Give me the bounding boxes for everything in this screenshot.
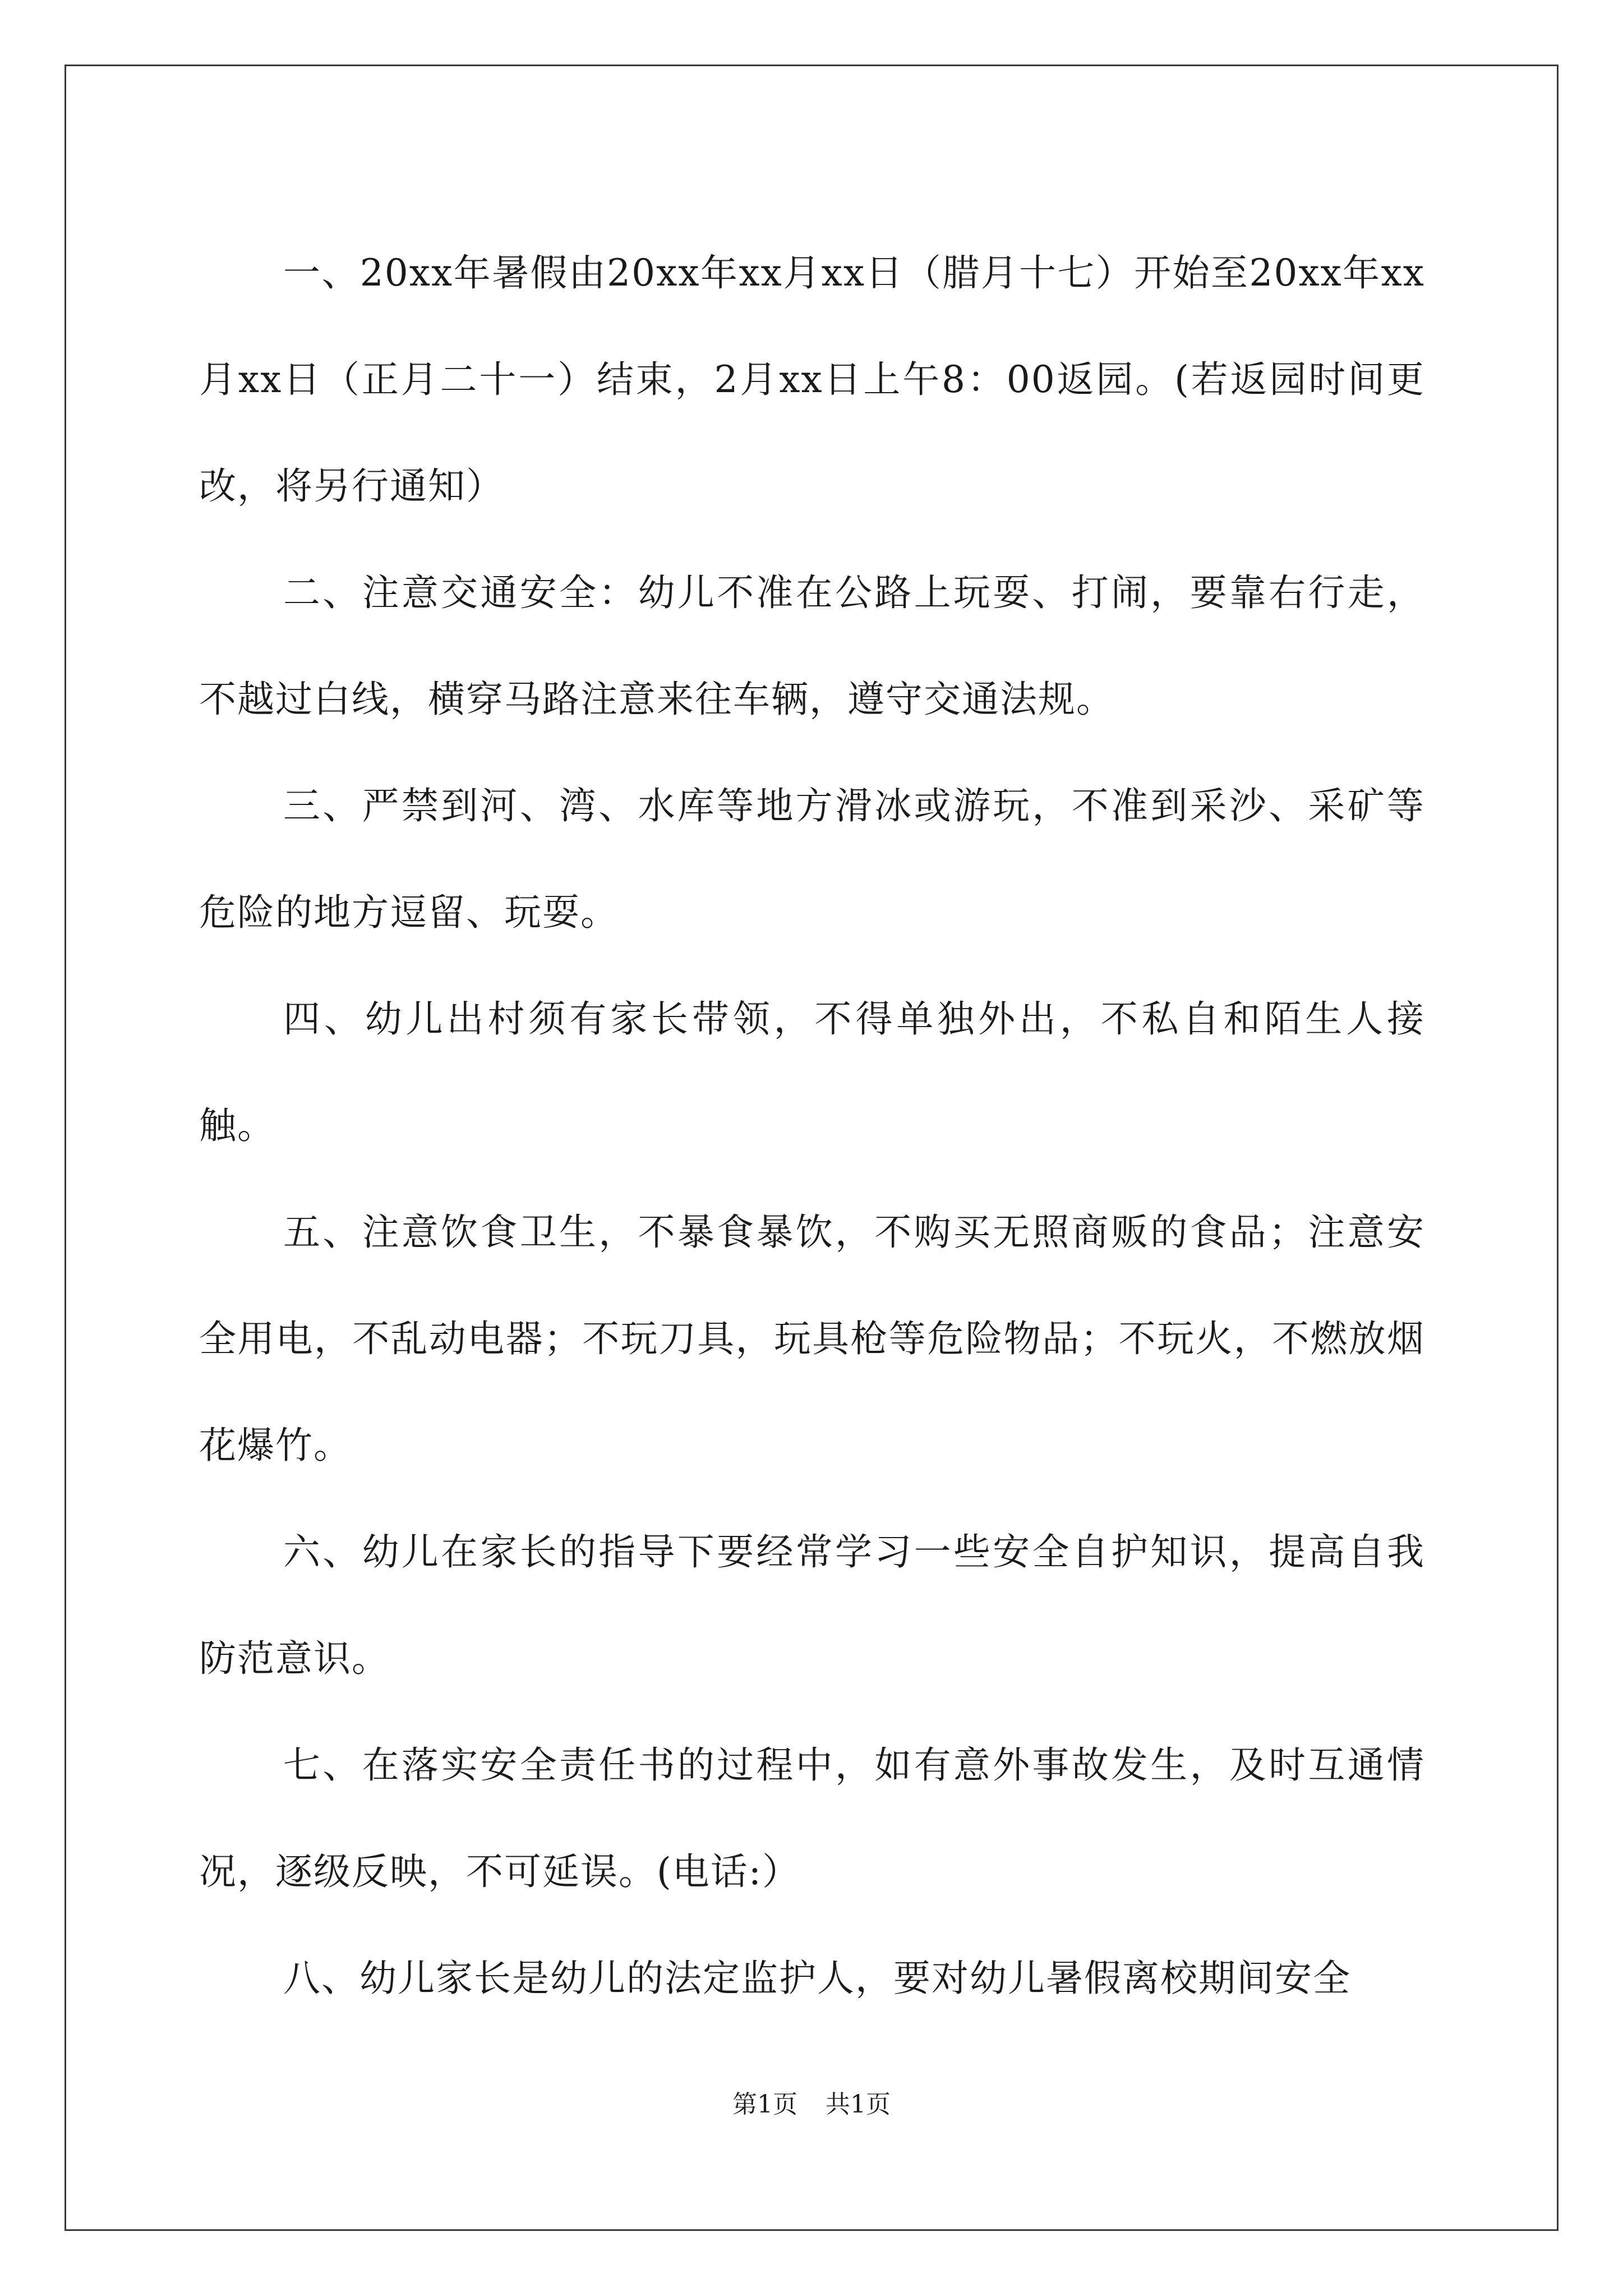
- paragraph-2: 二、注意交通安全：幼儿不准在公路上玩耍、打闹，要靠右行走，不越过白线，横穿马路注意来往车辆，遵守交通法规。: [199, 571, 1425, 721]
- paragraph-4: 四、幼儿出村须有家长带领，不得单独外出，不私自和陌生人接触。: [199, 997, 1425, 1147]
- paragraph-1: 一、20xx年暑假由20xx年xx月xx日（腊月十七）开始至20xx年xx月xx日（正月二十一）结束，2月xx日上午8：00返园。(若返园时间更改，将另行通知）: [199, 251, 1425, 508]
- paragraph-8: 八、幼儿家长是幼儿的法定监护人，要对幼儿暑假离校期间安全: [283, 1957, 1351, 2000]
- page-footer: [0, 2088, 1623, 2122]
- paragraph-6: 六、幼儿在家长的指导下要经常学习一些安全自护知识，提高自我防范意识。: [199, 1530, 1425, 1680]
- document-body: [199, 220, 1425, 2032]
- paragraph-7: 七、在落实安全责任书的过程中，如有意外事故发生，及时互通情况，逐级反映，不可延误。(电话:）: [199, 1743, 1425, 1893]
- paragraph-3: 三、严禁到河、湾、水库等地方滑冰或游玩，不准到采沙、采矿等危险的地方逗留、玩耍。: [199, 784, 1425, 934]
- page-total: 共1页: [826, 2090, 891, 2119]
- page-number: 第1页: [732, 2090, 797, 2119]
- paragraph-5: 五、注意饮食卫生，不暴食暴饮，不购买无照商贩的食品；注意安全用电，不乱动电器；不玩刀具，玩具枪等危险物品；不玩火，不燃放烟花爆竹。: [199, 1211, 1425, 1467]
